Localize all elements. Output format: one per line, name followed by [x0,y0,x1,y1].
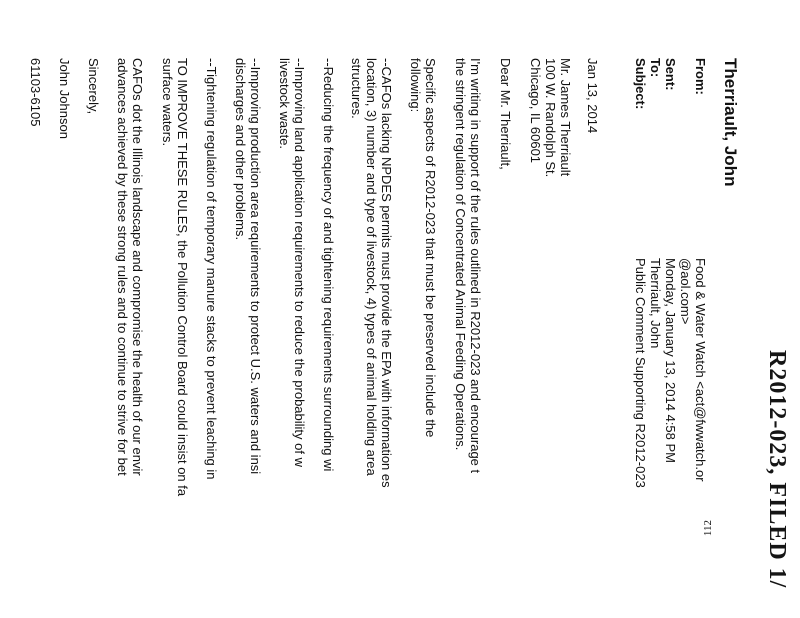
body-line: livestock waste. [277,58,292,150]
body-line: surface waters. [160,58,175,147]
to-value: Therriault, John [648,258,663,349]
closing: Sincerely, [86,58,101,115]
sent-value: Monday, January 13, 2014 4:58 PM [663,258,678,463]
body-line: --Reducing the frequency of and tightening requirements surrounding wi [321,58,336,472]
from-value-continued: @aol.com> [678,258,693,325]
body-line: following: [408,58,423,113]
body-line: discharges and other problems. [233,58,248,241]
body-line: --Tightening regulation of temporary manure stacks to prevent leaching in [204,58,219,480]
address-line: 100 W. Randolph St. [543,58,558,178]
zip-code: 61103-6105 [28,58,43,127]
filed-stamp: R2012-023, FILED 1/ [764,350,790,589]
body-line: --Improving land application requirements to reduce the probability of w [292,58,307,467]
from-label: From: [693,58,708,95]
body-line: advances achieved by these strong rules and to continue to strive for bet [115,58,130,476]
to-label: To: [648,58,663,78]
body-line: location, 3) number and type of livestock, 4) types of animal holding area [364,58,379,476]
sender-name: Therriault, John [721,58,740,187]
salutation: Dear Mr. Therriault, [498,58,513,170]
body-line: Specific aspects of R2012-023 that must be preserved include the [423,58,438,438]
letter-date: Jan 13, 2014 [585,58,600,134]
subject-value: Public Comment Supporting R2012-023 [633,258,648,488]
body-line: I'm writing in support of the rules outlined in R2012-023 and encourage t [468,58,483,474]
page-number: 112 [702,520,714,537]
body-line: CAFOs dot the Illinois landscape and compromise the health of our envir [130,58,145,476]
body-line: TO IMPROVE THESE RULES, the Pollution Control Board could insist on fa [175,58,190,497]
from-value: Food & Water Watch <act@fwwatch.or [693,258,708,482]
body-line: structures. [349,58,364,119]
address-line: Chicago, IL 60601 [528,58,543,164]
address-line: Mr. James Therriault [558,58,573,177]
sent-label: Sent: [663,58,678,91]
signer-name: John Johnson [57,58,72,139]
body-line: --Improving production area requirements to protect U.S. waters and insi [248,58,263,475]
subject-label: Subject: [633,58,648,110]
body-line: --CAFOs lacking NPDES permits must provide the EPA with information es [379,58,394,488]
body-line: the stringent regulation of Concentrated Animal Feeding Operations. [453,58,468,451]
